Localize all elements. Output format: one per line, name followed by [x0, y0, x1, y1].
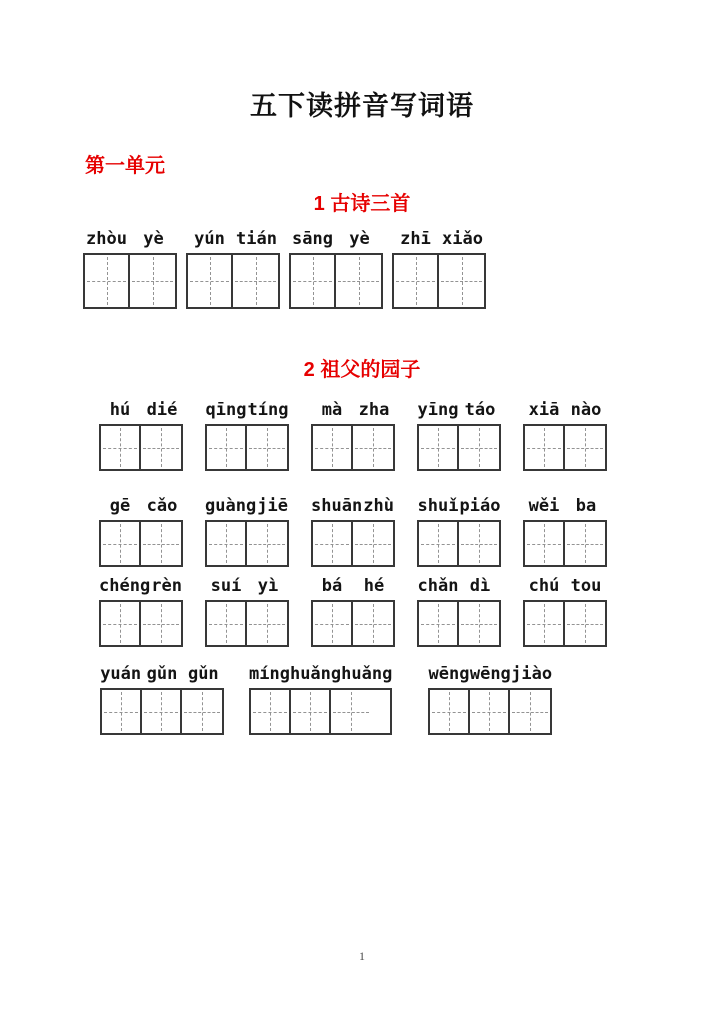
pinyin-syllable: gǔn — [146, 664, 178, 684]
pinyin-label — [99, 401, 183, 420]
writing-box — [101, 602, 141, 645]
pinyin-syllable: xiā — [528, 400, 560, 420]
lesson-2-title: 2 祖父的园子 — [303, 359, 421, 381]
pinyin-label — [417, 401, 501, 420]
pinyin-syllable: tíng — [247, 400, 289, 420]
pinyin-syllable: mà — [321, 400, 343, 420]
writing-box — [565, 602, 605, 645]
pinyin-label — [417, 577, 501, 596]
word-group — [311, 577, 395, 647]
writing-box — [313, 602, 353, 645]
word-group — [99, 577, 183, 647]
word-group — [205, 577, 289, 647]
writing-grid — [428, 688, 552, 735]
pinyin-syllable: ba — [575, 496, 597, 516]
writing-box — [459, 522, 499, 565]
pinyin-syllable: tou — [570, 576, 602, 596]
pinyin-syllable: dì — [469, 576, 491, 596]
pinyin-syllable: shuān — [311, 496, 363, 516]
pinyin-syllable: chú — [528, 576, 560, 596]
pinyin-syllable: zhòu — [86, 229, 127, 249]
writing-grid — [417, 424, 501, 471]
pinyin-syllable: hú — [109, 400, 131, 420]
pinyin-syllable: chǎn — [417, 576, 459, 596]
word-group — [523, 497, 607, 567]
pinyin-syllable: wēng — [428, 664, 470, 684]
writing-box — [353, 426, 393, 469]
pinyin-label — [83, 230, 177, 249]
word-group — [417, 401, 501, 471]
writing-box — [439, 255, 484, 307]
writing-grid — [523, 424, 607, 471]
pinyin-syllable: tián — [236, 229, 277, 249]
pinyin-label — [523, 577, 607, 596]
writing-box — [102, 690, 142, 733]
pinyin-syllable: huǎng — [289, 664, 342, 684]
writing-grid — [523, 600, 607, 647]
pinyin-syllable: míng — [249, 664, 290, 684]
writing-box — [525, 426, 565, 469]
pinyin-label — [249, 665, 392, 684]
writing-box — [459, 602, 499, 645]
word-group — [392, 230, 486, 309]
writing-box — [207, 602, 247, 645]
word-group — [249, 665, 392, 735]
writing-box — [336, 255, 381, 307]
writing-grid — [99, 424, 183, 471]
writing-box — [565, 426, 605, 469]
pinyin-label — [99, 497, 183, 516]
pinyin-label — [289, 230, 383, 249]
word-group — [99, 401, 183, 471]
pinyin-syllable: piáo — [459, 496, 501, 516]
word-row-2 — [99, 497, 724, 567]
word-group — [289, 230, 383, 309]
writing-box — [101, 426, 141, 469]
word-group — [417, 577, 501, 647]
writing-box — [331, 690, 371, 733]
writing-box — [142, 690, 182, 733]
pinyin-label — [100, 665, 224, 684]
pinyin-label — [311, 401, 395, 420]
pinyin-syllable: bá — [321, 576, 343, 596]
writing-box — [353, 522, 393, 565]
pinyin-syllable: dié — [146, 400, 178, 420]
pinyin-syllable: nào — [570, 400, 602, 420]
word-group — [99, 497, 183, 567]
writing-box — [419, 426, 459, 469]
pinyin-label — [99, 577, 183, 596]
writing-box — [130, 255, 175, 307]
pinyin-syllable: yún — [194, 229, 225, 249]
pinyin-syllable: wěi — [528, 496, 560, 516]
writing-box — [470, 690, 510, 733]
word-group — [523, 401, 607, 471]
pinyin-label — [205, 577, 289, 596]
pinyin-syllable: yīng — [417, 400, 459, 420]
pinyin-syllable: gē — [109, 496, 131, 516]
writing-box — [313, 426, 353, 469]
writing-box — [141, 602, 181, 645]
pinyin-syllable: xiǎo — [442, 229, 483, 249]
word-group — [417, 497, 501, 567]
writing-grid — [99, 600, 183, 647]
pinyin-label — [523, 497, 607, 516]
writing-box — [291, 255, 336, 307]
pinyin-syllable: suí — [210, 576, 242, 596]
writing-box — [394, 255, 439, 307]
pinyin-label — [186, 230, 280, 249]
writing-grid — [311, 424, 395, 471]
word-group — [205, 401, 289, 471]
writing-grid — [392, 253, 486, 309]
pinyin-syllable: yè — [143, 229, 164, 249]
writing-box — [291, 690, 331, 733]
page-number: 1 — [359, 949, 365, 963]
word-row-3 — [99, 577, 724, 647]
word-row-4 — [100, 665, 724, 735]
pinyin-syllable: huǎng — [341, 664, 393, 684]
pinyin-label — [205, 497, 289, 516]
writing-grid — [99, 520, 183, 567]
writing-box — [141, 426, 181, 469]
pinyin-syllable: shuǐ — [417, 496, 459, 516]
writing-grid — [100, 688, 224, 735]
pinyin-syllable: sāng — [292, 229, 333, 249]
writing-box — [251, 690, 291, 733]
writing-box — [188, 255, 233, 307]
pinyin-label — [428, 665, 552, 684]
writing-grid — [417, 600, 501, 647]
pinyin-syllable: cǎo — [146, 496, 178, 516]
writing-box — [430, 690, 470, 733]
lesson-1-title: 1 古诗三首 — [313, 193, 411, 215]
pinyin-syllable: zhù — [363, 496, 394, 516]
writing-grid — [311, 600, 395, 647]
writing-grid — [186, 253, 280, 309]
word-group — [428, 665, 552, 735]
pinyin-syllable: zhī — [400, 229, 431, 249]
pinyin-syllable: qīng — [205, 400, 247, 420]
word-row-1 — [99, 401, 724, 471]
word-group — [311, 497, 395, 567]
word-group — [205, 497, 289, 567]
writing-box — [141, 522, 181, 565]
word-group — [83, 230, 177, 309]
page-title: 五下读拼音写词语 — [250, 91, 474, 121]
writing-grid — [311, 520, 395, 567]
pinyin-syllable: hé — [363, 576, 385, 596]
pinyin-label — [523, 401, 607, 420]
writing-box — [247, 426, 287, 469]
writing-box — [247, 522, 287, 565]
pinyin-syllable: jiē — [257, 496, 288, 516]
writing-box — [101, 522, 141, 565]
writing-grid — [83, 253, 177, 309]
writing-box — [207, 522, 247, 565]
pinyin-syllable: táo — [464, 400, 496, 420]
pinyin-syllable: jiào — [511, 664, 553, 684]
word-group — [311, 401, 395, 471]
pinyin-syllable: guàng — [205, 496, 257, 516]
writing-box — [565, 522, 605, 565]
writing-box — [233, 255, 278, 307]
pinyin-label — [392, 230, 486, 249]
writing-box — [207, 426, 247, 469]
writing-grid — [205, 520, 289, 567]
pinyin-syllable: chéng — [99, 576, 151, 596]
pinyin-label — [311, 577, 395, 596]
writing-box — [459, 426, 499, 469]
writing-box — [85, 255, 130, 307]
writing-box — [419, 602, 459, 645]
writing-box — [313, 522, 353, 565]
pinyin-syllable: zha — [358, 400, 390, 420]
writing-box — [510, 690, 550, 733]
word-group — [100, 665, 224, 735]
pinyin-label — [311, 497, 395, 516]
pinyin-label — [205, 401, 289, 420]
pinyin-syllable: wēng — [469, 664, 511, 684]
writing-box — [419, 522, 459, 565]
pinyin-label — [417, 497, 501, 516]
pinyin-syllable: yè — [349, 229, 370, 249]
writing-grid — [249, 688, 392, 735]
writing-box — [247, 602, 287, 645]
writing-box — [353, 602, 393, 645]
pinyin-syllable: gǔn — [187, 664, 219, 684]
word-row-lesson1 — [83, 230, 724, 309]
word-group — [523, 577, 607, 647]
writing-box — [182, 690, 222, 733]
writing-grid — [523, 520, 607, 567]
writing-grid — [205, 424, 289, 471]
writing-grid — [417, 520, 501, 567]
pinyin-syllable: rèn — [151, 576, 182, 596]
writing-grid — [289, 253, 383, 309]
writing-box — [525, 522, 565, 565]
pinyin-syllable: yuán — [100, 664, 142, 684]
pinyin-syllable: yì — [257, 576, 279, 596]
writing-grid — [205, 600, 289, 647]
writing-box — [525, 602, 565, 645]
word-group — [186, 230, 280, 309]
unit-header: 第一单元 — [85, 155, 165, 177]
